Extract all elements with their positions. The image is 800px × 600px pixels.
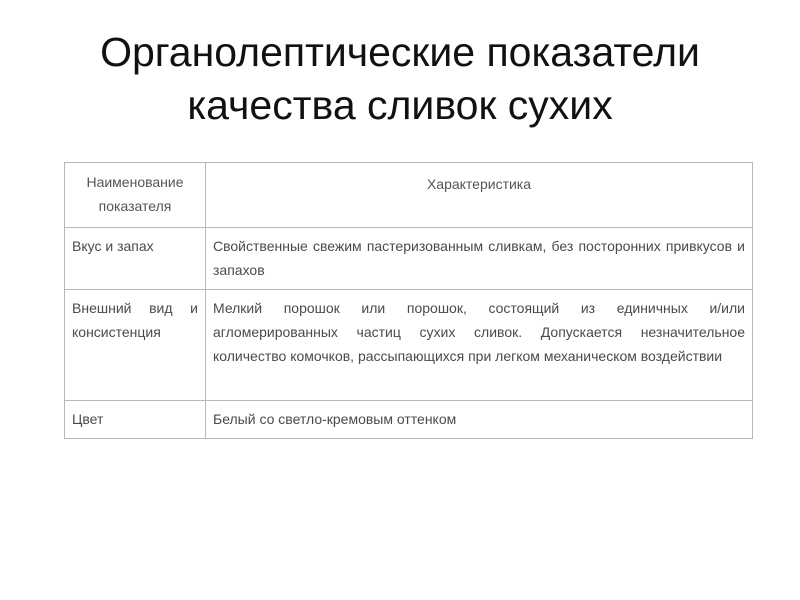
- indicators-table: [64, 162, 753, 439]
- indicators-table-container: [64, 162, 752, 439]
- slide-title-line-1: Органолептические показатели: [100, 29, 700, 75]
- table-row: [65, 401, 753, 439]
- slide-title: [0, 26, 800, 132]
- row-value: Мелкий порошок или порошок, состоящий из единичных и/или агломерированных частиц сухих сливок. Допускается незначительное количество комочков, рассыпающихся при легком механическом воздействии: [206, 290, 753, 401]
- row-name: Цвет: [65, 401, 206, 439]
- row-value: Белый со светло-кремовым оттенком: [206, 401, 753, 439]
- row-name: Вкус и запах: [65, 228, 206, 290]
- table-header-row: [65, 163, 753, 228]
- slide-title-line-2: качества сливок сухих: [187, 82, 613, 128]
- table-row: [65, 228, 753, 290]
- row-name: Внешний вид и консистенция: [65, 290, 206, 401]
- header-indicator-name: Наименование показателя: [65, 163, 206, 228]
- row-value: Свойственные свежим пастеризованным сливкам, без посторонних привкусов и запахов: [206, 228, 753, 290]
- table-row: [65, 290, 753, 401]
- header-characteristic: Характеристика: [206, 163, 753, 228]
